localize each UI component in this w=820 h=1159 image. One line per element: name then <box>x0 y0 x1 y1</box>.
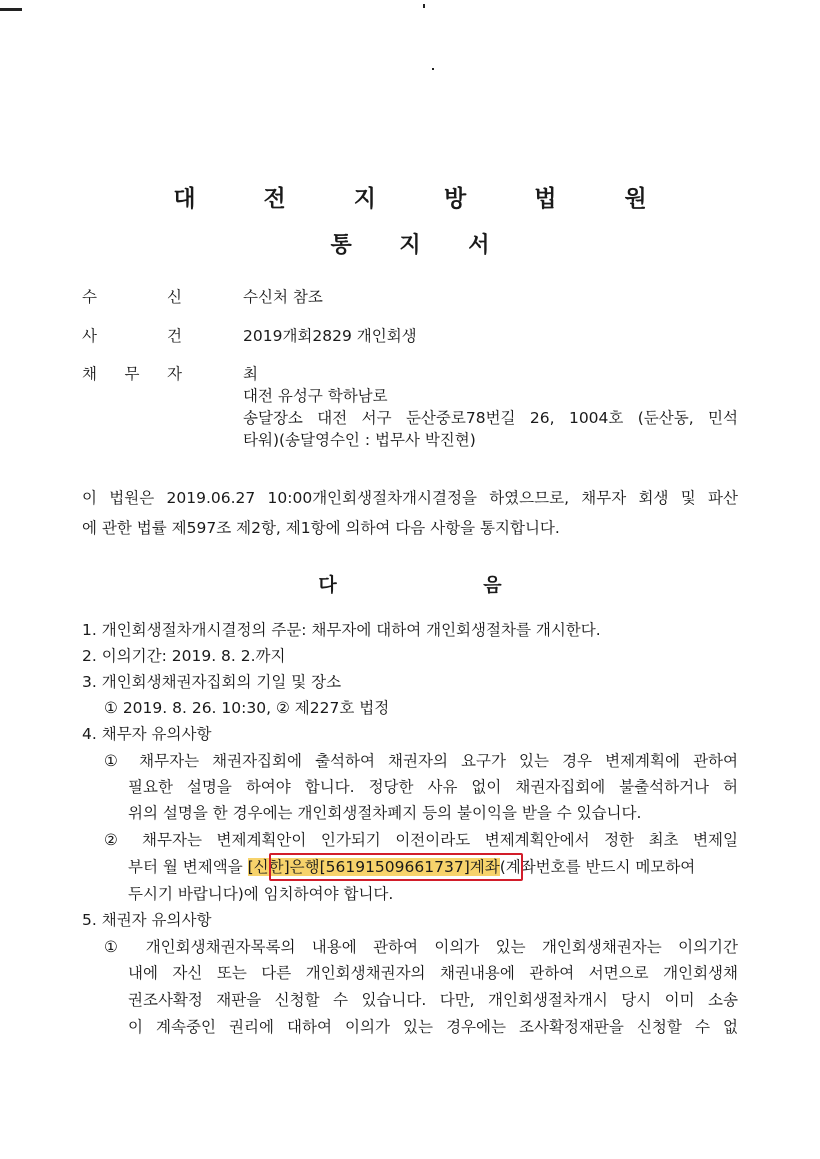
item-2: 2. 이의기간: 2019. 8. 2.까지 <box>82 647 286 665</box>
item-4: 4. 채무자 유의사항 <box>82 725 212 743</box>
item-5-1-line-1: ① 개인회생채권자목록의 내용에 관하여 이의가 있는 개인회생채권자는 이의기간 <box>104 938 738 956</box>
item-4-2-line-2-suffix: (계좌번호를 반드시 메모하여 <box>499 858 696 876</box>
item-3-sub: ① 2019. 8. 26. 10:30, ② 제227호 법정 <box>104 699 390 717</box>
court-name: 대 전 지 방 법 원 <box>173 186 677 212</box>
item-4-1-line-2: 필요한 설명을 하여야 합니다. 정당한 사유 없이 채권자집회에 불출석하거나 허 <box>128 778 738 796</box>
account-annotation-box <box>269 853 523 881</box>
item-5: 5. 채권자 유의사항 <box>82 911 212 929</box>
item-4-1-line-3: 위의 설명을 한 경우에는 개인회생절차폐지 등의 불이익을 받을 수 있습니다. <box>128 804 642 822</box>
debtor-name: 최 <box>243 365 258 383</box>
item-1: 1. 개인회생절차개시결정의 주문: 채무자에 대하여 개인회생절차를 개시한다. <box>82 621 601 639</box>
item-4-2-line-2-prefix: 부터 월 변제액을 <box>128 858 248 876</box>
scan-dot <box>432 68 434 70</box>
debtor-label: 채 무 자 <box>82 365 182 383</box>
item-5-1-line-2: 내에 자신 또는 다른 개인회생채권자의 채권내용에 관하여 서면으로 개인회생채 <box>128 964 738 982</box>
document-title: 통 지 서 <box>330 233 510 258</box>
scan-mark <box>0 8 22 11</box>
case-label: 사 건 <box>82 327 182 345</box>
recipient-label: 수 신 <box>82 288 182 306</box>
debtor-address: 대전 유성구 학하남로 <box>243 387 388 405</box>
delivery-agent: 타워)(송달영수인 : 법무사 박진현) <box>243 431 476 449</box>
item-5-1-line-3: 권조사확정 재판을 신청할 수 있습니다. 다만, 개인회생절차개시 당시 이미 소송 <box>128 991 738 1009</box>
delivery-place: 송달장소 대전 서구 둔산중로78번길 26, 1004호 (둔산동, 민석 <box>243 409 738 427</box>
item-5-1-line-4: 이 계속중인 권리에 대하여 이의가 있는 경우에는 조사확정재판을 신청할 수 없 <box>128 1018 738 1036</box>
intro-line-2: 에 관한 법률 제597조 제2항, 제1항에 의하여 다음 사항을 통지합니다. <box>82 519 560 537</box>
item-3: 3. 개인회생채권자집회의 기일 및 장소 <box>82 673 342 691</box>
case-value: 2019개회2829 개인회생 <box>243 327 417 345</box>
scan-dot <box>423 4 425 8</box>
recipient-value: 수신처 참조 <box>243 288 323 306</box>
item-4-2-line-1: ② 채무자는 변제계획안이 인가되기 이전이라도 변제계획안에서 정한 최초 변제일 <box>104 831 738 849</box>
section-heading: 다 음 <box>318 574 572 596</box>
account-highlight: [신한]은행[56191509661737]계좌 <box>247 858 500 876</box>
item-4-1-line-1: ① 채무자는 채권자집회에 출석하여 채권자의 요구가 있는 경우 변제계획에 관하여 <box>104 752 738 770</box>
item-4-2-line-3: 두시기 바랍니다)에 임치하여야 합니다. <box>128 885 394 903</box>
intro-line-1: 이 법원은 2019.06.27 10:00개인회생절차개시결정을 하였으므로, 채무자 회생 및 파산 <box>82 489 738 507</box>
